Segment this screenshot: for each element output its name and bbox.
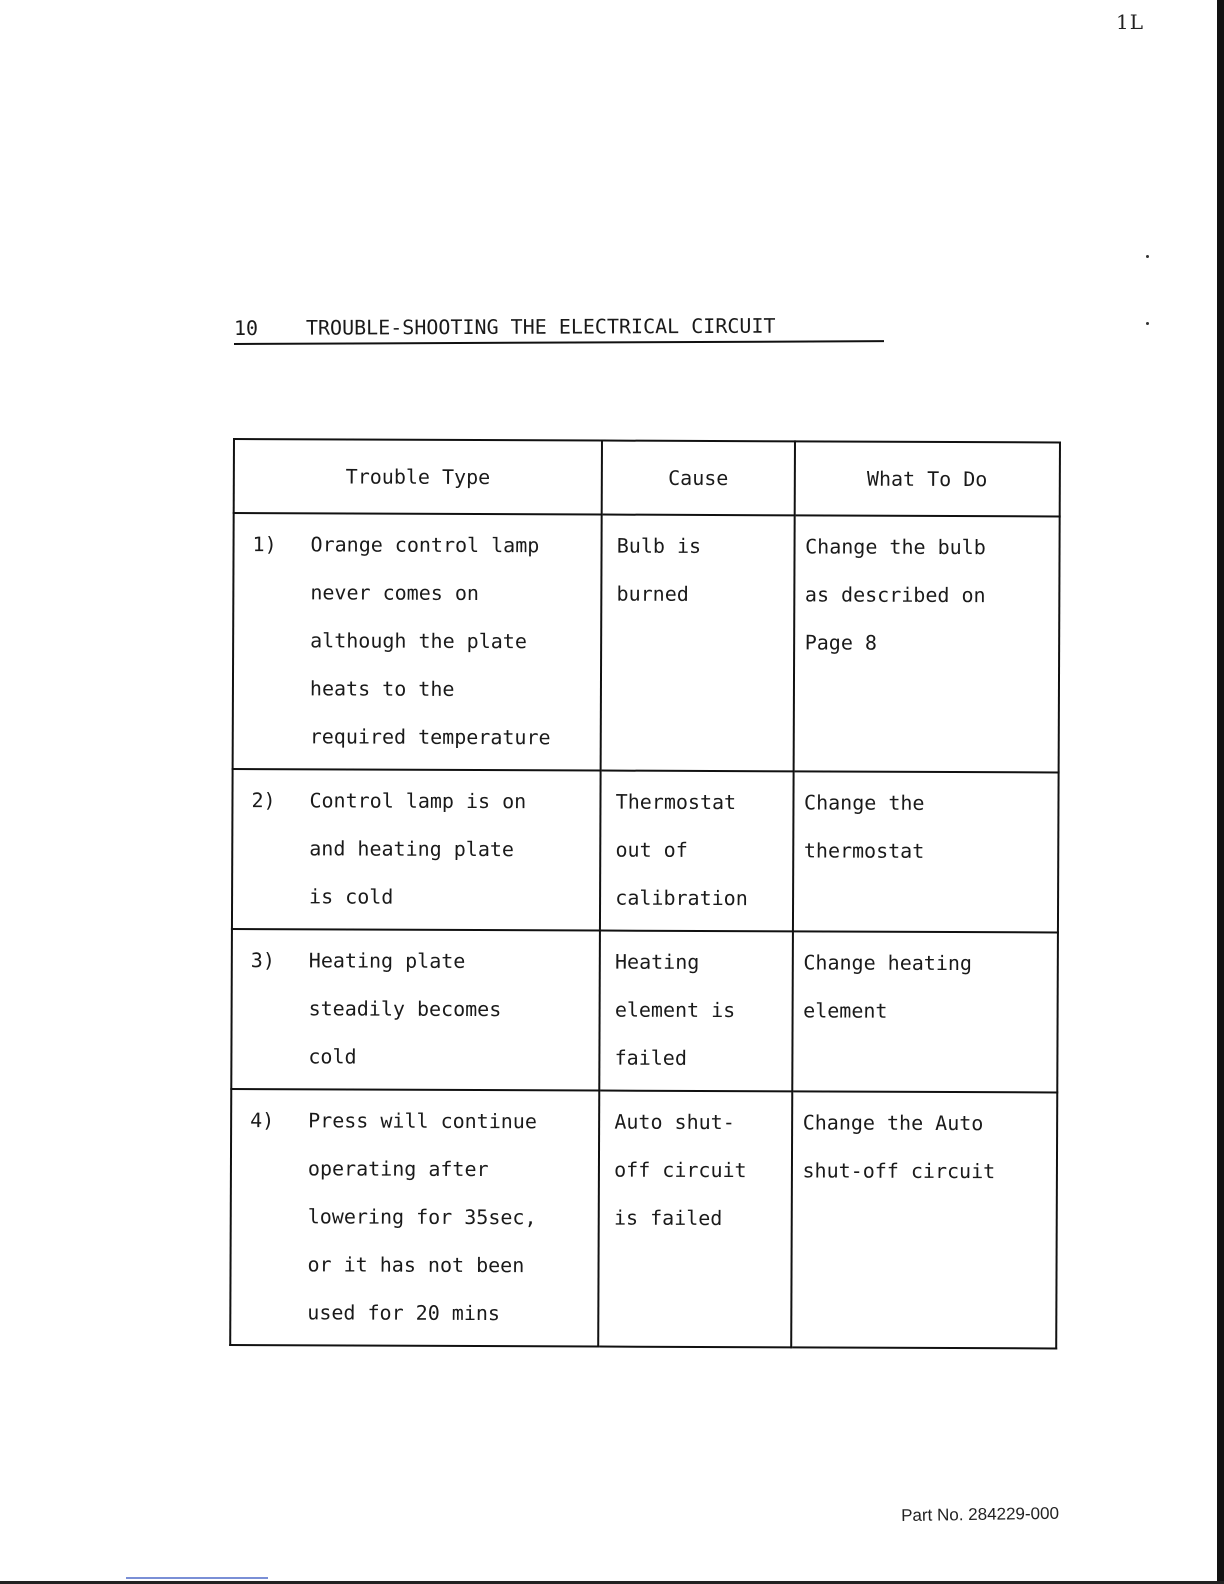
table-row: [230, 1089, 1057, 1348]
cause-text: Bulb is burned: [616, 533, 702, 606]
trouble-cell: [233, 513, 602, 771]
cause-text: Thermostat out of calibration: [615, 789, 748, 911]
page-corner-mark: 1L: [1116, 10, 1145, 34]
trouble-cell: [231, 929, 600, 1091]
cause-cell: [598, 1091, 791, 1348]
trouble-shooting-table: [229, 438, 1061, 1349]
cause-cell: [600, 771, 793, 932]
table-header-row: [234, 439, 1060, 516]
todo-cell: [792, 931, 1058, 1092]
todo-text: Change the thermostat: [803, 790, 925, 863]
todo-cell: [793, 515, 1059, 772]
row-number: 3): [250, 948, 275, 973]
section-title: TROUBLE-SHOOTING THE ELECTRICAL CIRCUIT: [305, 313, 776, 340]
header-trouble-type: Trouble Type: [234, 439, 603, 515]
header-cause: Cause: [602, 441, 795, 516]
trouble-text: Control lamp is on and heating plate is cold: [309, 788, 527, 909]
part-number: Part No. 284229-000: [901, 1503, 1060, 1525]
row-number: 4): [250, 1108, 275, 1133]
trouble-text: Press will continue operating after lowering for 35sec, or it has not been used for 20 mins: [307, 1108, 537, 1326]
table-row: [231, 929, 1058, 1092]
cause-text: Auto shut- off circuit is failed: [613, 1109, 747, 1231]
header-what-to-do: What To Do: [794, 441, 1060, 516]
section-number: 10: [233, 315, 259, 341]
todo-text: Change the Auto shut-off circuit: [802, 1110, 996, 1184]
section-heading: [234, 313, 884, 345]
todo-cell: [791, 1091, 1057, 1348]
todo-text: Change the bulb as described on Page 8: [804, 534, 986, 655]
scan-blue-mark: [126, 1577, 268, 1579]
trouble-text: Orange control lamp never comes on although the plate heats to the required temperature: [309, 532, 551, 750]
cause-text: Heating element is failed: [614, 949, 736, 1070]
scan-right-edge: [1217, 0, 1224, 1584]
row-number: 1): [252, 532, 277, 557]
trouble-text: Heating plate steadily becomes cold: [308, 948, 502, 1069]
todo-cell: [793, 771, 1059, 932]
trouble-cell: [230, 1089, 599, 1347]
todo-text: Change heating element: [803, 950, 973, 1023]
table-row: [233, 513, 1060, 772]
trouble-cell: [232, 769, 601, 931]
table-row: [232, 769, 1059, 932]
row-number: 2): [251, 788, 276, 813]
scan-speck: [1146, 255, 1149, 258]
scan-speck: [1146, 322, 1149, 325]
cause-cell: [601, 515, 794, 772]
cause-cell: [600, 931, 793, 1092]
